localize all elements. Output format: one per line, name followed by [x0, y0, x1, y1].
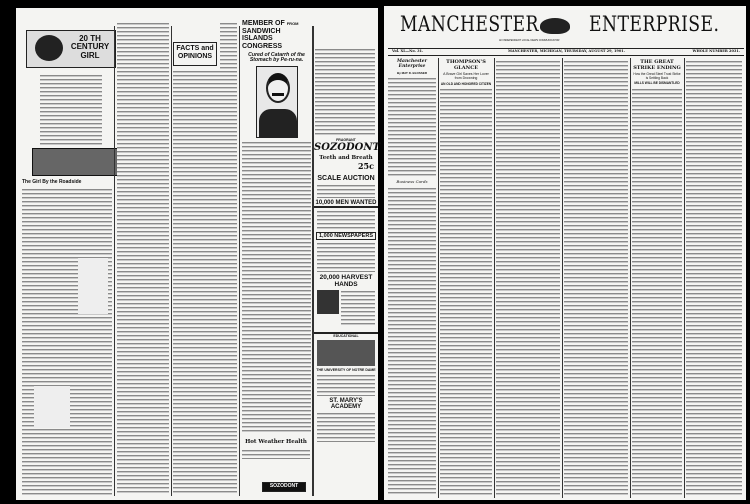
masthead-tagline: AN INDEPENDENT LOCAL NEWS COMMUNICATOR — [499, 39, 560, 42]
hot-weather-headline: Hot Weather Health — [242, 440, 310, 446]
child-illustration — [78, 258, 108, 314]
masthead-enterprise: ENTERPRISE. — [589, 12, 720, 36]
sozodont-bottom-label: SOZODONT — [269, 483, 299, 489]
portrait-mustache — [272, 93, 284, 96]
business-cards-heading: Business Cards — [396, 179, 428, 185]
ad-text — [317, 412, 375, 442]
column-3-upper-text — [220, 22, 237, 70]
column-5-text — [632, 88, 682, 496]
ad-teeth-breath: Teeth and Breath — [319, 155, 373, 161]
notre-dame-engraving — [317, 340, 375, 366]
ad-fragrant: FRAGRANT — [336, 138, 356, 142]
portrait-head — [266, 73, 290, 103]
headline-part: SANDWICH ISLANDS — [242, 27, 281, 43]
column-2-text — [440, 88, 492, 496]
column-divider — [494, 58, 495, 498]
column-4-text — [242, 141, 311, 434]
column-1-stack — [22, 180, 112, 495]
column-3-text — [173, 70, 237, 494]
left-newspaper-page — [16, 8, 378, 500]
column-6-text — [686, 60, 742, 496]
column-divider — [114, 26, 115, 496]
column-divider — [171, 26, 172, 496]
landscape-illustration — [32, 148, 120, 176]
ad-text — [317, 242, 375, 272]
column-2-text — [117, 22, 169, 494]
headline-part: MEMBER OF — [242, 20, 285, 27]
harvest-ad-image — [317, 290, 339, 314]
strike-subhead: How the Great Steel Trust Strike is Settling Back — [633, 72, 681, 80]
strike-subhead-2: MILLS WILL BE DISMANTLED — [634, 81, 680, 86]
whole-number: WHOLE NUMBER 2031. — [692, 49, 740, 53]
girl-calendar-text — [40, 74, 102, 146]
dancing-figure-illustration — [34, 386, 70, 428]
column-5-upper-text — [315, 48, 375, 136]
facts-and-opinions-banner — [173, 42, 217, 66]
column-3-text — [496, 60, 560, 496]
right-newspaper-page — [384, 6, 746, 500]
column-1-stack — [388, 60, 436, 496]
masthead — [384, 14, 746, 48]
column-divider — [438, 58, 439, 498]
column-1-top-text — [388, 77, 436, 177]
ad-text — [317, 374, 375, 396]
ad-price: 25c — [357, 161, 374, 171]
column-4-stack — [242, 20, 311, 434]
dateline: MANCHESTER, MICHIGAN, THURSDAY, AUGUST 29, 1901. — [508, 49, 625, 53]
ad-newspapers: 1,000 NEWSPAPERS — [316, 232, 376, 240]
column-5-stack — [632, 60, 682, 496]
lead-subhead: A Brave Girl Saves Her Lover from Drowning — [443, 72, 489, 80]
ad-text — [317, 210, 375, 230]
lead-headline: THOMPSON'S GLANCE — [446, 59, 486, 71]
ad-harvest-hands: 20,000 HARVEST HANDS — [319, 274, 373, 288]
girl-title: 20 TH CENTURY GIRL — [70, 34, 110, 60]
lead-subhead-2: AN OLD AND HONORED CITIZEN — [440, 81, 492, 86]
ad-text — [317, 184, 375, 198]
column-divider — [239, 26, 240, 496]
masthead-eagle-icon — [540, 18, 570, 34]
ad-educational: EDUCATIONAL — [314, 332, 378, 338]
column-4-lower-text — [242, 449, 310, 459]
volume-number: Vol. XL—No. 31. — [392, 49, 424, 53]
facts-title: FACTS and OPINIONS — [176, 45, 214, 60]
member-subhead: Cured of Catarrh of the Stomach by Pe-ru-na. — [248, 51, 305, 64]
member-of-congress-headline — [242, 20, 311, 51]
paper-name: Manchester Enterprise — [397, 59, 427, 69]
illustration-girl-portrait — [35, 35, 63, 61]
column-4-text — [564, 60, 628, 496]
ad-st-marys: ST. MARY'S ACADEMY — [329, 398, 363, 410]
headline-part: FROM — [286, 21, 299, 26]
column-1-text — [22, 188, 112, 496]
dateline-bar — [388, 48, 744, 56]
sozodont-bottom-ad — [262, 482, 306, 492]
column-divider — [684, 58, 685, 498]
column-divider — [562, 58, 563, 498]
congressman-portrait — [256, 66, 298, 138]
business-cards-text — [388, 187, 436, 496]
ad-notre-dame: THE UNIVERSITY OF NOTRE DAME — [316, 368, 376, 372]
ad-men-wanted: 10,000 MEN WANTED — [315, 200, 377, 206]
harvest-ad-body — [317, 290, 375, 326]
column-divider — [630, 58, 631, 498]
ad-text — [341, 290, 375, 326]
girl-section-head: The Girl By the Roadside — [22, 179, 82, 185]
headline-part: CONGRESS — [242, 43, 283, 51]
publisher: By MAT D. BLOSSER — [396, 70, 428, 75]
ad-scale-auction: SCALE AUCTION — [317, 175, 375, 182]
advertisement-column — [314, 138, 378, 496]
ad-sozodont: SOZODONT — [314, 142, 380, 153]
twentieth-century-girl-illustration — [26, 30, 116, 68]
column-2-stack — [440, 60, 492, 496]
strike-headline: THE GREAT STRIKE ENDING — [633, 59, 681, 71]
portrait-coat — [259, 109, 297, 137]
masthead-manchester: MANCHESTER — [400, 12, 539, 36]
